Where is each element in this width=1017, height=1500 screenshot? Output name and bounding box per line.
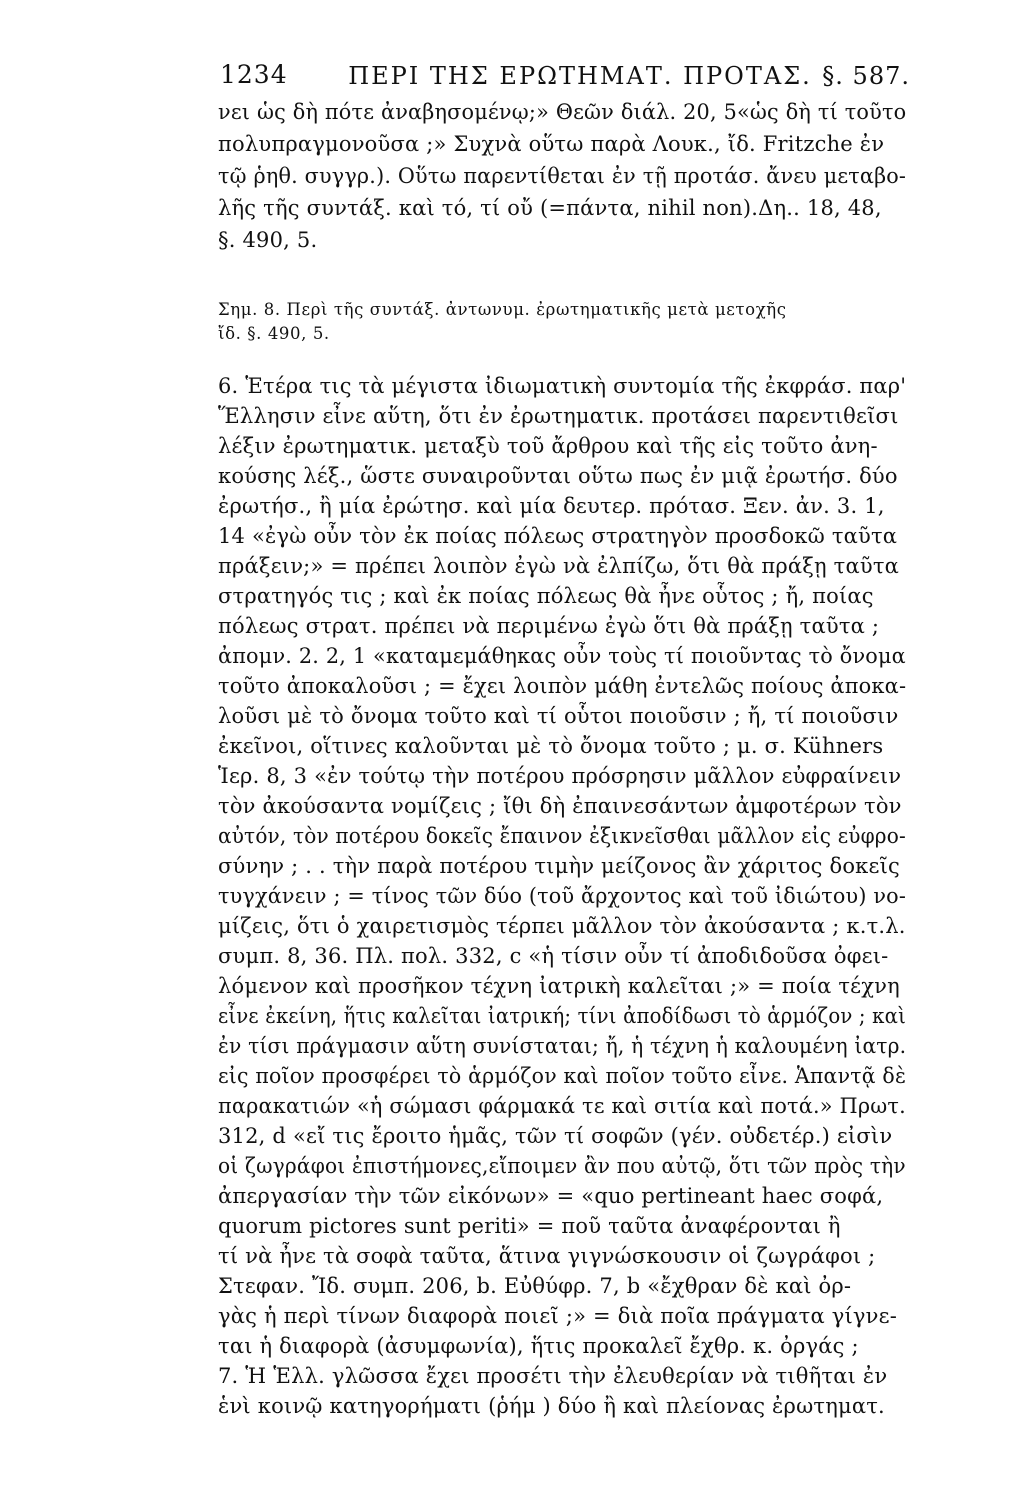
text-line: τυγχάνειν ; = τίνος τῶν δύο (τοῦ ἄρχοντος καὶ τοῦ ἰδιώτου) νο- <box>218 884 907 908</box>
text-line: 7. Ἡ Ἑλλ. γλῶσσα ἔχει προσέτι τὴν ἐλευθερίαν νὰ τιθῆται ἐν <box>218 1364 888 1388</box>
text-line: λῆς τῆς συντάξ. καὶ τό, τί οὔ (=πάντα, nihil non).Δη.. 18, 48, <box>218 196 882 220</box>
text-line: παρακατιών «ἡ σώμασι φάρμακά τε καὶ σιτία καὶ ποτά.» Πρωτ. <box>218 1094 906 1118</box>
text-line: κούσης λέξ., ὥστε συναιροῦνται οὕτω πως ἐν μιᾷ ἐρωτήσ. δύο <box>218 464 898 488</box>
section-number: §. 587. <box>822 62 910 90</box>
text-line: 312, d «εἴ τις ἔροιτο ἡμᾶς, τῶν τί σοφῶν (γέν. οὐδετέρ.) εἰσὶν <box>218 1124 893 1148</box>
text-line: τί νὰ ἦνε τὰ σοφὰ ταῦτα, ἅτινα γιγνώσκουσιν οἱ ζωγράφοι ; <box>218 1244 876 1268</box>
text-line: εἰς ποῖον προσφέρει τὸ ἁρμόζον καὶ ποῖον τοῦτο εἶνε. Ἁπαντᾷ δὲ <box>218 1064 906 1088</box>
text-line: τοῦτο ἀποκαλοῦσι ; = ἔχει λοιπὸν μάθη ἐντελῶς ποίους ἀποκα- <box>218 674 906 698</box>
text-line: ἑνὶ κοινῷ κατηγορήματι (ῥήμ ) δύο ἢ καὶ πλείονας ἐρωτηματ. <box>218 1394 885 1418</box>
text-line: ἐρωτήσ., ἢ μία ἐρώτησ. καὶ μία δευτερ. πρότασ. Ξεν. ἀν. 3. 1, <box>218 494 885 518</box>
text-line: Στεφαν. Ἴδ. συμπ. 206, b. Εὐθύφρ. 7, b «ἔχθραν δὲ καὶ ὀρ- <box>218 1274 852 1298</box>
running-title: ΠΕΡΙ ΤΗΣ ΕΡΩΤΗΜΑΤ. ΠΡΟΤΑΣ. <box>348 62 812 90</box>
text-line: γὰς ἡ περὶ τίνων διαφορὰ ποιεῖ ;» = διὰ ποῖα πράγματα γίγνε- <box>218 1304 898 1328</box>
text-line: λόμενον καὶ προσῆκον τέχνη ἰατρικὴ καλεῖται ;» = ποία τέχνη <box>218 974 900 998</box>
note-line: Σημ. 8. Περὶ τῆς συντάξ. ἀντωνυμ. ἐρωτηματικῆς μετὰ μετοχῆς <box>218 300 787 319</box>
text-line: εἶνε ἐκείνη, ἥτις καλεῖται ἰατρική; τίνι ἀποδίδωσι τὸ ἁρμόζον ; καὶ <box>218 1004 907 1028</box>
text-line: λέξιν ἐρωτηματικ. μεταξὺ τοῦ ἄρθρου καὶ τῆς εἰς τοῦτο ἀνη- <box>218 434 878 458</box>
text-line: 14 «ἐγὼ οὖν τὸν ἐκ ποίας πόλεως στρατηγὸν προσδοκῶ ταῦτα <box>218 524 898 548</box>
text-line: συμπ. 8, 36. Πλ. πολ. 332, c «ἡ τίσιν οὖν τί ἀποδιδοῦσα ὀφει- <box>218 944 889 968</box>
text-line: τὸν ἀκούσαντα νομίζεις ; ἴθι δὴ ἐπαινεσάντων ἀμφοτέρων τὸν <box>218 794 902 818</box>
text-line: μίζεις, ὅτι ὁ χαιρετισμὸς τέρπει μᾶλλον τὸν ἀκούσαντα ; κ.τ.λ. <box>218 914 906 938</box>
text-line: αὐτόν, τὸν ποτέρου δοκεῖς ἔπαινον ἐξικνεῖσθαι μᾶλλον εἰς εὐφρο- <box>218 824 906 848</box>
text-line: ἀπομν. 2. 2, 1 «καταμεμάθηκας οὖν τοὺς τί ποιοῦντας τὸ ὄνομα <box>218 644 906 668</box>
text-line: ται ἡ διαφορὰ (ἀσυμφωνία), ἥτις προκαλεῖ ἔχθρ. κ. ὀργάς ; <box>218 1334 859 1358</box>
text-line: πόλεως στρατ. πρέπει νὰ περιμένω ἐγὼ ὅτι θὰ πράξῃ ταῦτα ; <box>218 614 880 638</box>
running-header <box>220 60 910 100</box>
text-line: πράξειν;» = πρέπει λοιπὸν ἐγὼ νὰ ἐλπίζω, ὅτι θὰ πράξῃ ταῦτα <box>218 554 900 578</box>
text-line: Ἱερ. 8, 3 «ἐν τούτῳ τὴν ποτέρου πρόσρησιν μᾶλλον εὐφραίνειν <box>218 764 902 788</box>
text-line: νει ὡς δὴ πότε ἀναβησομένῳ;» Θεῶν διάλ. 20, 5«ὡς δὴ τί τοῦτο <box>218 100 906 124</box>
page-number: 1234 <box>220 60 288 89</box>
text-line: §. 490, 5. <box>218 228 318 252</box>
text-line: τῷ ῥηθ. συγγρ.). Οὕτω παρεντίθεται ἐν τῇ προτάσ. ἄνευ μεταβο- <box>218 164 907 188</box>
note-line: ἴδ. §. 490, 5. <box>218 324 330 343</box>
text-line: πολυπραγμονοῦσα ;» Συχνὰ οὕτω παρὰ Λουκ., ἴδ. Fritzche ἐν <box>218 132 885 156</box>
text-line: ἀπεργασίαν τὴν τῶν εἰκόνων» = «quo pertineant haec σοφά, <box>218 1184 884 1208</box>
text-line: σύνην ; . . τὴν παρὰ ποτέρου τιμὴν μείζονος ἂν χάριτος δοκεῖς <box>218 854 900 878</box>
text-line: λοῦσι μὲ τὸ ὄνομα τοῦτο καὶ τί οὗτοι ποιοῦσιν ; ἤ, τί ποιοῦσιν <box>218 704 899 728</box>
text-line: ἐν τίσι πράγμασιν αὕτη συνίσταται; ἤ, ἡ τέχνη ἡ καλουμένη ἰατρ. <box>218 1034 907 1058</box>
text-line: quorum pictores sunt periti» = ποῦ ταῦτα ἀναφέρονται ἢ <box>218 1214 841 1238</box>
text-line: 6. Ἑτέρα τις τὰ μέγιστα ἰδιωματικὴ συντομία τῆς ἐκφράσ. παρ' <box>218 374 906 398</box>
text-line: ἐκεῖνοι, οἵτινες καλοῦνται μὲ τὸ ὄνομα τοῦτο ; μ. σ. Kühners <box>218 734 884 758</box>
text-line: στρατηγός τις ; καὶ ἐκ ποίας πόλεως θὰ ἦνε οὗτος ; ἤ, ποίας <box>218 584 874 608</box>
text-line: Ἕλλησιν εἶνε αὕτη, ὅτι ἐν ἐρωτηματικ. προτάσει παρεντιθεῖσι <box>218 404 899 428</box>
text-line: οἱ ζωγράφοι ἐπιστήμονες,εἴποιμεν ἂν που αὐτῷ, ὅτι τῶν πρὸς τὴν <box>218 1154 906 1178</box>
